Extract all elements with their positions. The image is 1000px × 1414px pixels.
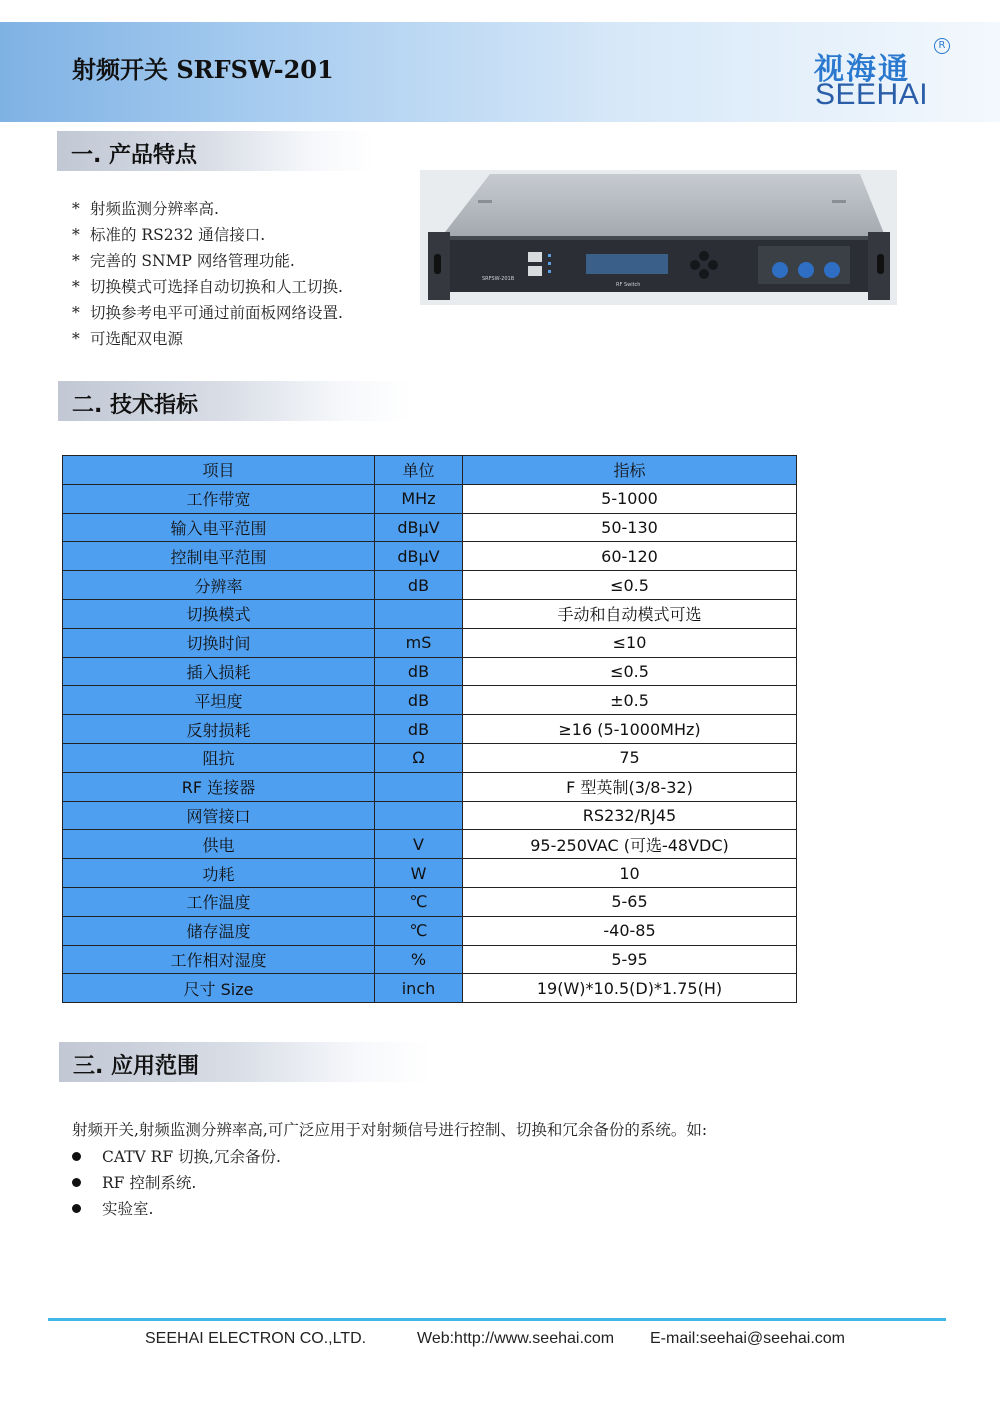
section-header-features — [57, 131, 377, 171]
table-row — [63, 542, 797, 571]
spec-item-cell: RF 连接器 — [63, 772, 375, 801]
table-row — [63, 772, 797, 801]
spec-value-cell: ≤10 — [463, 628, 797, 657]
spec-value-cell: -40-85 — [463, 916, 797, 945]
feature-item: * 射频监测分辨率高. — [72, 200, 219, 218]
spec-unit-cell: V — [375, 830, 463, 859]
table-row — [63, 974, 797, 1003]
brand-logo-chinese: 视海通 — [814, 52, 910, 87]
spec-item-cell: 储存温度 — [63, 916, 375, 945]
footer-email: E-mail:seehai@seehai.com — [650, 1330, 845, 1347]
registered-mark: R — [934, 38, 950, 54]
list-item: CATV RF 切换,冗余备份. — [72, 1144, 281, 1170]
spec-value-cell: 19(W)*10.5(D)*1.75(H) — [463, 974, 797, 1003]
spec-unit-cell — [375, 772, 463, 801]
bullet-dot — [72, 1178, 81, 1187]
spec-unit-cell: dBμV — [375, 542, 463, 571]
table-row — [63, 715, 797, 744]
spec-value-cell: ≥16 (5-1000MHz) — [463, 715, 797, 744]
spec-table — [62, 455, 797, 1003]
spec-unit-cell: MHz — [375, 484, 463, 513]
feature-item: * 切换参考电平可通过前面板网络设置. — [72, 304, 343, 322]
footer-company: SEEHAI ELECTRON CO.,LTD. — [145, 1330, 367, 1347]
spec-value-cell: ≤0.5 — [463, 657, 797, 686]
rf-connector — [824, 262, 840, 278]
spec-item-cell: 切换时间 — [63, 628, 375, 657]
spec-item-cell: 分辨率 — [63, 571, 375, 600]
spec-item-cell: 工作相对湿度 — [63, 945, 375, 974]
spec-unit-cell: dB — [375, 657, 463, 686]
table-row — [63, 484, 797, 513]
spec-unit-cell: dB — [375, 715, 463, 744]
spec-unit-cell: % — [375, 945, 463, 974]
spec-unit-cell: dBμV — [375, 513, 463, 542]
bullet-dot — [72, 1204, 81, 1213]
rf-connector — [798, 262, 814, 278]
applications-intro: 射频开关,射频监测分辨率高,可广泛应用于对射频信号进行控制、切换和冗余备份的系统。如: — [72, 1121, 708, 1139]
table-row — [63, 887, 797, 916]
spec-value-cell: 5-1000 — [463, 484, 797, 513]
spec-value-cell: 75 — [463, 743, 797, 772]
table-row — [63, 657, 797, 686]
list-item: 实验室. — [72, 1196, 281, 1222]
spec-unit-cell: mS — [375, 628, 463, 657]
applications-list — [72, 1144, 281, 1222]
table-row — [63, 830, 797, 859]
spec-unit-cell: ℃ — [375, 916, 463, 945]
feature-list — [72, 196, 343, 352]
lcd-display — [586, 254, 668, 274]
spec-value-cell: 50-130 — [463, 513, 797, 542]
table-header-row — [63, 456, 797, 485]
table-row — [63, 859, 797, 888]
section-title-applications: 三. 应用范围 — [73, 1054, 200, 1079]
table-row — [63, 686, 797, 715]
spec-value-cell: 手动和自动模式可选 — [463, 599, 797, 628]
list-item: RF 控制系统. — [72, 1170, 281, 1196]
panel-label-function: RF Switch — [616, 282, 641, 288]
spec-unit-cell: Ω — [375, 743, 463, 772]
spec-unit-cell: inch — [375, 974, 463, 1003]
table-row — [63, 945, 797, 974]
spec-value-cell: 60-120 — [463, 542, 797, 571]
spec-item-cell: 网管接口 — [63, 801, 375, 830]
spec-item-cell: 供电 — [63, 830, 375, 859]
spec-value-cell: 10 — [463, 859, 797, 888]
spec-value-cell: RS232/RJ45 — [463, 801, 797, 830]
spec-item-cell: 插入损耗 — [63, 657, 375, 686]
spec-value-cell: 5-65 — [463, 887, 797, 916]
spec-unit-cell — [375, 801, 463, 830]
spec-value-cell: 5-95 — [463, 945, 797, 974]
spec-item-cell: 控制电平范围 — [63, 542, 375, 571]
feature-item: * 完善的 SNMP 网络管理功能. — [72, 252, 295, 270]
table-row — [63, 628, 797, 657]
bullet-dot — [72, 1152, 81, 1161]
table-header-cell: 单位 — [375, 456, 463, 485]
brand-logo-english: SEEHAI — [815, 78, 929, 111]
section-header-specs — [58, 381, 413, 421]
table-row — [63, 599, 797, 628]
feature-item: * 切换模式可选择自动切换和人工切换. — [72, 278, 343, 296]
spec-unit-cell: W — [375, 859, 463, 888]
page-title: 射频开关 SRFSW-201 — [72, 55, 334, 84]
product-photo — [420, 170, 897, 305]
spec-item-cell: 工作带宽 — [63, 484, 375, 513]
spec-item-cell: 反射损耗 — [63, 715, 375, 744]
rf-connector — [772, 262, 788, 278]
spec-value-cell: ±0.5 — [463, 686, 797, 715]
spec-item-cell: 工作温度 — [63, 887, 375, 916]
spec-unit-cell — [375, 599, 463, 628]
spec-item-cell: 尺寸 Size — [63, 974, 375, 1003]
footer-website: Web:http://www.seehai.com — [417, 1330, 615, 1347]
table-row — [63, 916, 797, 945]
spec-value-cell: F 型英制(3/8-32) — [463, 772, 797, 801]
panel-label-model: SRFSW-201B — [482, 276, 515, 282]
spec-item-cell: 功耗 — [63, 859, 375, 888]
table-header-cell: 指标 — [463, 456, 797, 485]
spec-unit-cell: dB — [375, 571, 463, 600]
table-row — [63, 743, 797, 772]
section-header-applications — [59, 1042, 431, 1082]
spec-unit-cell: dB — [375, 686, 463, 715]
spec-unit-cell: ℃ — [375, 887, 463, 916]
footer-divider — [48, 1318, 946, 1321]
table-header-cell: 项目 — [63, 456, 375, 485]
section-title-specs: 二. 技术指标 — [72, 393, 199, 418]
feature-item: * 标准的 RS232 通信接口. — [72, 226, 266, 244]
table-row — [63, 571, 797, 600]
feature-item: * 可选配双电源 — [72, 330, 184, 348]
spec-item-cell: 平坦度 — [63, 686, 375, 715]
table-row — [63, 801, 797, 830]
spec-item-cell: 阻抗 — [63, 743, 375, 772]
spec-value-cell: ≤0.5 — [463, 571, 797, 600]
spec-value-cell: 95-250VAC (可选-48VDC) — [463, 830, 797, 859]
spec-item-cell: 切换模式 — [63, 599, 375, 628]
chassis-lid — [442, 174, 885, 236]
section-title-features: 一. 产品特点 — [71, 143, 198, 168]
table-row — [63, 513, 797, 542]
spec-item-cell: 输入电平范围 — [63, 513, 375, 542]
